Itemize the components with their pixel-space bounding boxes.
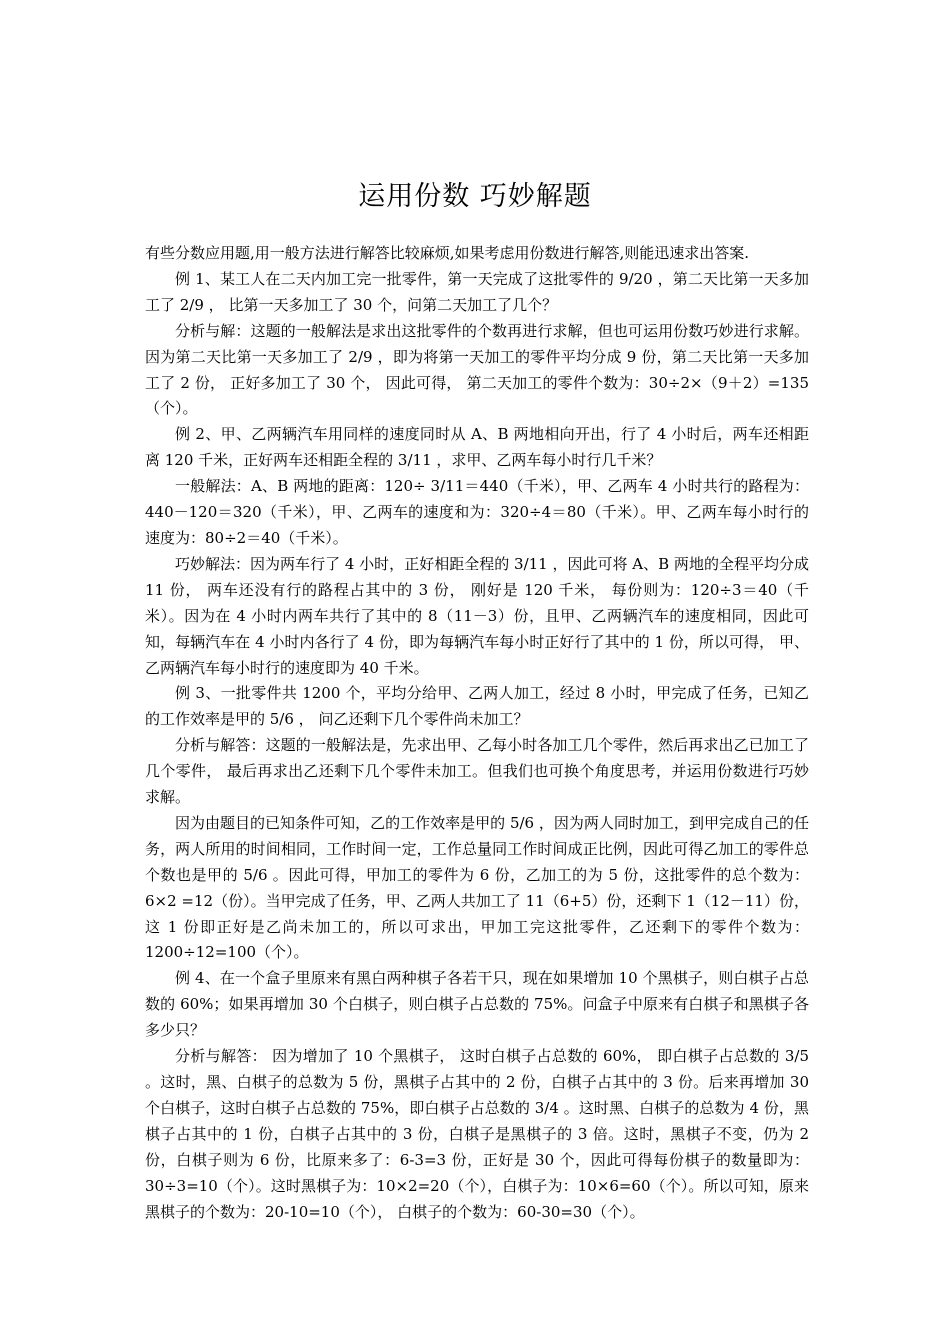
example-3-analysis: 分析与解答：这题的一般解法是，先求出甲、乙每小时各加工几个零件，然后再求出乙已加工了几个零件， 最后再求出乙还剩下几个零件未加工。但我们也可换个角度思考，并运用份数进行巧妙求解。 bbox=[145, 736, 809, 807]
example-3-solution: 因为由题目的已知条件可知，乙的工作效率是甲的 5/6 ，因为两人同时加工，到甲完成自己的任务，两人所用的时间相同，工作时间一定，工作总量同工作时间成正比例，因此可得乙加工的零件总个数也是甲的 5/6 。因此可得，甲加工的零件为 6 份，乙加工的为 5 份，这批零件的总个数为：6×2 =12（份）。当甲完成了任务，甲、乙两人共加工了 11（6+5）份，还剩下 1（12－11）份，这 1 份即正好是乙尚未加工的，所以可求出，甲加工完这批零件，乙还剩下的零件个数为：1200÷12=100（个）。 bbox=[145, 813, 809, 962]
example-2-general-solution: 一般解法：A、B 两地的距离：120÷ 3/11＝440（千米），甲、乙两车 4 小时共行的路程为：440－120＝320（千米），甲、乙两车的速度和为：320÷4＝80（千米）。甲、乙两车每小时行的速度为：80÷2＝40（千米）。 bbox=[145, 477, 809, 547]
document-body bbox=[145, 241, 809, 1225]
example-1-question: 例 1、某工人在二天内加工完一批零件，第一天完成了这批零件的 9/20 ，第二天比第一天多加工了 2/9 ， 比第一天多加工了 30 个，问第二天加工了几个？ bbox=[145, 269, 809, 314]
example-2-clever-solution: 巧妙解法：因为两车行了 4 小时，正好相距全程的 3/11 ，因此可将 A、B 两地的全程平均分成 11 份， 两车还没有行的路程占其中的 3 份， 刚好是 120 千米， 每份则为：120÷3＝40（千米）。因为在 4 小时内两车共行了其中的 8（11－3）份，且甲、乙两辆汽车的速度相同，因此可知，每辆汽车在 4 小时内各行了 4 份，即为每辆汽车每小时正好行了其中的 1 份，所以可得， 甲、乙两辆汽车每小时行的速度即为 40 千米。 bbox=[145, 554, 809, 677]
example-2-question: 例 2、甲、乙两辆汽车用同样的速度同时从 A、B 两地相向开出，行了 4 小时后，两车还相距离 120 千米，正好两车还相距全程的 3/11 ，求甲、乙两车每小时行几千米？ bbox=[145, 425, 809, 470]
example-3-question: 例 3、一批零件共 1200 个，平均分给甲、乙两人加工，经过 8 小时，甲完成了任务，已知乙的工作效率是甲的 5/6 ， 问乙还剩下几个零件尚未加工？ bbox=[145, 684, 809, 729]
page-title: 运用份数 巧妙解题 bbox=[358, 181, 592, 212]
intro-paragraph: 有些分数应用题,用一般方法进行解答比较麻烦,如果考虑用份数进行解答,则能迅速求出答案. bbox=[145, 244, 750, 262]
example-4-analysis: 分析与解答： 因为增加了 10 个黑棋子， 这时白棋子占总数的 60%， 即白棋子占总数的 3/5 。这时，黑、白棋子的总数为 5 份，黑棋子占其中的 2 份，白棋子占其中的 3 份。后来再增加 30 个白棋子，这时白棋子占总数的 75%，即白棋子占总数的 3/4 。这时黑、白棋子的总数为 4 份，黑棋子占其中的 1 份，白棋子占其中的 3 份，白棋子是黑棋子的 3 倍。这时，黑棋子不变，仍为 2 份，白棋子则为 6 份，比原来多了：6-3=3 份，正好是 30 个，因此可得每份棋子的数量即为：30÷3=10（个）。这时黑棋子为：10×2=20（个），白棋子为：10×6=60（个）。所以可知，原来黑棋子的个数为：20-10=10（个）， 白棋子的个数为：60-30=30（个）。 bbox=[145, 1047, 809, 1221]
example-4-question: 例 4、在一个盒子里原来有黑白两种棋子各若干只，现在如果增加 10 个黑棋子，则白棋子占总数的 60%；如果再增加 30 个白棋子，则白棋子占总数的 75%。问盒子中原来有白棋子和黑棋子各多少只？ bbox=[145, 969, 809, 1040]
example-1-analysis: 分析与解：这题的一般解法是求出这批零件的个数再进行求解，但也可运用份数巧妙进行求解。因为第二天比第一天多加工了 2/9 ，即为将第一天加工的零件平均分成 9 份，第二天比第一天多加工了 2 份， 正好多加工了 30 个， 因此可得， 第二天加工的零件个数为：30÷2×（9＋2）=135（个）。 bbox=[145, 321, 809, 418]
